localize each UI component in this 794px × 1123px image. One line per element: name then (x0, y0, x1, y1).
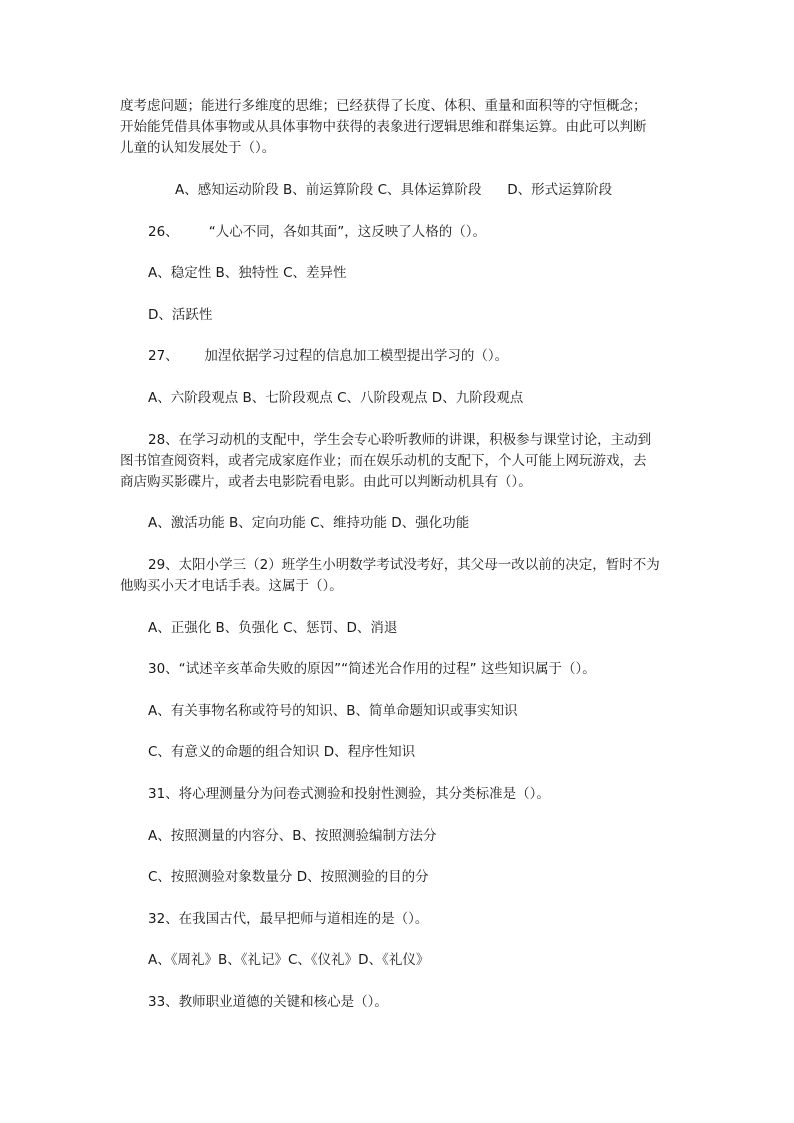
question-28-stem-line: 商店购买影碟片，或者去电影院看电影。由此可以判断动机具有（）。 (120, 474, 532, 490)
question-27-stem: 27、 加涅依据学习过程的信息加工模型提出学习的（）。 (148, 348, 509, 364)
question-26-options: D、活跃性 (148, 307, 213, 323)
question-31-options: A、按照测量的内容分、B、按照测验编制方法分 (148, 828, 437, 844)
question-28-options: A、激活功能 B、定向功能 C、维持功能 D、强化功能 (148, 515, 470, 531)
question-29-options: A、正强化 B、负强化 C、惩罚、D、消退 (148, 620, 398, 636)
question-25-text-line: 儿童的认知发展处于（）。 (120, 140, 276, 156)
question-25-text-line: 度考虑问题；能进行多维度的思维；已经获得了长度、体积、重量和面积等的守恒概念； (120, 98, 647, 114)
question-30-options: A、有关事物名称或符号的知识、B、简单命题知识或事实知识 (148, 703, 518, 719)
question-25-text-line: 开始能凭借具体事物或从具体事物中获得的表象进行逻辑思维和群集运算。由此可以判断 (120, 119, 647, 135)
question-26-stem: 26、 “人心不同，各如其面”，这反映了人格的（）。 (148, 224, 486, 240)
question-33-stem: 33、教师职业道德的关键和核心是（）。 (148, 994, 388, 1010)
question-31-options: C、按照测验对象数量分 D、按照测验的目的分 (148, 869, 429, 885)
question-27-options: A、六阶段观点 B、七阶段观点 C、八阶段观点 D、九阶段观点 (148, 390, 524, 406)
question-29-stem-line: 他购买小天才电话手表。这属于（）。 (120, 578, 343, 594)
question-32-stem: 32、在我国古代，最早把师与道相连的是（）。 (148, 911, 429, 927)
question-31-stem: 31、将心理测量分为问卷式测验和投射性测验，其分类标准是（）。 (148, 786, 550, 802)
question-29-stem-line: 29、太阳小学三（2）班学生小明数学考试没考好，其父母一改以前的决定，暂时不为 (148, 557, 660, 573)
question-32-options: A、《周礼》B、《礼记》C、《仪礼》D、《礼仪》 (148, 952, 430, 968)
question-28-stem-line: 28、在学习动机的支配中，学生会专心聆听教师的讲课，积极参与课堂讨论，主动到 (148, 432, 652, 448)
question-28-stem-line: 图书馆查阅资料，或者完成家庭作业；而在娱乐动机的支配下，个人可能上网玩游戏，去 (120, 453, 647, 469)
question-30-stem: 30、“试述辛亥革命失败的原因”“简述光合作用的过程” 这些知识属于（）。 (148, 661, 596, 677)
question-30-options: C、有意义的命题的组合知识 D、程序性知识 (148, 744, 416, 760)
question-25-options: A、感知运动阶段 B、前运算阶段 C、具体运算阶段 D、形式运算阶段 (175, 182, 613, 198)
question-26-options: A、稳定性 B、独特性 C、差异性 (148, 265, 347, 281)
